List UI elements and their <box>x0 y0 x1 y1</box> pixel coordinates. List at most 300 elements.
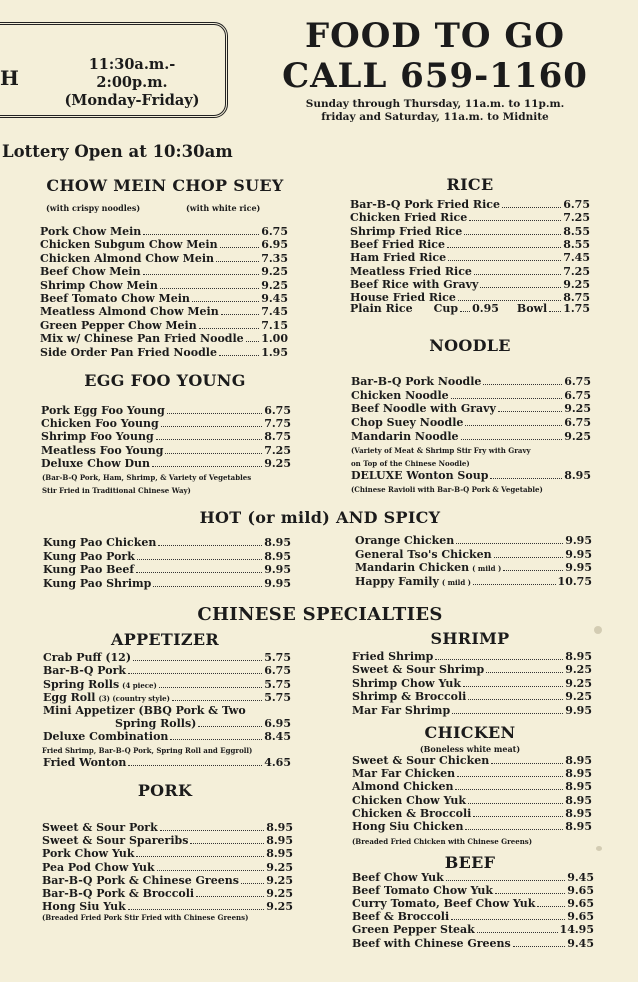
menu-item-price: 8.95 <box>565 820 592 833</box>
dot-leader <box>199 328 259 329</box>
dot-leader <box>219 355 259 356</box>
dot-leader <box>452 713 563 714</box>
menu-item-name: Orange Chicken <box>355 534 455 547</box>
menu-item-price: 8.95 <box>565 650 592 663</box>
dot-leader <box>446 880 565 881</box>
dot-leader <box>491 763 563 764</box>
menu-item-price: 9.25 <box>264 456 291 470</box>
deluxe-wonton-row <box>351 469 591 482</box>
dot-leader <box>486 672 563 673</box>
menu-item-name: Shrimp Fried Rice <box>350 224 463 238</box>
dot-leader <box>537 906 565 907</box>
menu-item-row <box>352 937 594 950</box>
menu-item-price: 1.00 <box>261 332 288 346</box>
menu-item-row <box>350 251 590 264</box>
menu-item-name: Bar-B-Q Pork Fried Rice <box>350 198 500 211</box>
dot-leader <box>153 586 262 587</box>
menu-item-price: 6.75 <box>264 404 291 417</box>
lunch-hours-line: 11:30a.m.- <box>88 56 176 73</box>
dot-leader <box>160 830 264 831</box>
mini-appetizer-line-2: Spring Rolls) <box>115 717 197 730</box>
shrimp-heading: SHRIMP <box>430 629 510 648</box>
menu-item-row <box>42 887 293 900</box>
menu-item-row <box>43 691 291 705</box>
menu-item-price: 9.25 <box>564 429 591 443</box>
mini-appetizer-row-1 <box>43 704 291 717</box>
appetizer-heading: APPETIZER <box>111 630 219 649</box>
page-title: FOOD TO GO <box>304 16 566 56</box>
cup-price: 0.95 <box>472 302 499 315</box>
deluxe-combination-note: Fried Shrimp, Bar-B-Q Pork, Spring Roll and Eggroll) <box>42 746 253 755</box>
menu-item-row <box>350 198 590 211</box>
menu-item-name: Kung Pao Beef <box>43 563 135 576</box>
menu-item-name: Chicken Almond Chow Mein <box>40 251 215 265</box>
menu-item-name: Bar-B-Q Pork & Chinese Greens <box>42 873 239 887</box>
menu-item-row <box>41 457 291 470</box>
dot-leader <box>474 274 561 275</box>
dot-leader <box>494 557 564 558</box>
dot-leader <box>502 207 561 208</box>
menu-item-name: Meatless Fried Rice <box>350 264 472 278</box>
menu-item-row <box>42 861 293 874</box>
dot-leader <box>473 584 556 585</box>
menu-item-row <box>40 332 288 345</box>
menu-item-name: Happy Family <box>355 574 439 588</box>
menu-item-price: 8.95 <box>565 767 592 781</box>
menu-item-row <box>350 278 590 291</box>
menu-item-name: Hong Siu Yuk <box>42 900 126 914</box>
menu-item-name: Sweet & Sour Spareribs <box>42 834 189 848</box>
dot-leader <box>159 687 262 688</box>
dot-leader <box>447 247 561 248</box>
menu-item-row <box>42 900 293 913</box>
menu-item-row <box>352 767 592 780</box>
menu-item-name: Chicken Subgum Chow Mein <box>40 238 218 252</box>
menu-item-name: Pea Pod Chow Yuk <box>42 860 155 874</box>
mini-appetizer-row-2 <box>43 717 291 730</box>
menu-item-name: Chicken & Broccoli <box>352 806 472 820</box>
beef-heading: BEEF <box>444 853 496 872</box>
menu-item-price: 6.95 <box>261 238 288 252</box>
menu-item-row <box>352 923 594 936</box>
dot-leader <box>483 384 562 385</box>
menu-item-row <box>43 550 291 563</box>
menu-item-name: Beef & Broccoli <box>352 910 450 924</box>
menu-item-price: 6.75 <box>564 388 591 402</box>
menu-item-name: Pork Egg Foo Young <box>41 404 165 417</box>
dot-leader <box>463 686 563 687</box>
menu-item-row <box>41 430 291 443</box>
hong-siu-chicken-note: (Breaded Fried Chicken with Chinese Greens) <box>352 837 533 846</box>
menu-item-name: Sweet & Sour Chicken <box>352 754 490 767</box>
egg-foo-young-heading: EGG FOO YOUNG <box>84 371 246 390</box>
menu-item-tag: (4 piece) <box>122 680 157 690</box>
menu-item-name: Beef Chow Mein <box>40 265 141 279</box>
rice-heading: RICE <box>446 175 494 194</box>
dot-leader <box>246 341 260 342</box>
dot-leader <box>468 699 563 700</box>
menu-item-price: 9.45 <box>261 292 288 305</box>
menu-item-name: Sweet & Sour Pork <box>42 821 158 834</box>
menu-item-name: Beef Noodle with Gravy <box>351 402 496 416</box>
menu-item-name: Fried Shrimp <box>352 650 434 663</box>
menu-item-name: Kung Pao Pork <box>43 549 135 563</box>
menu-item-price: 8.95 <box>266 834 293 848</box>
dot-leader <box>435 659 563 660</box>
menu-item-row <box>40 292 288 305</box>
menu-item-row <box>352 704 592 717</box>
menu-item-row <box>40 346 288 359</box>
menu-item-row <box>350 225 590 238</box>
menu-item-price: 9.65 <box>567 884 594 898</box>
deluxe-chow-dun-note-1: (Bar-B-Q Pork, Ham, Shrimp, & Variety of Vegetables <box>42 473 252 482</box>
dot-leader <box>128 673 262 674</box>
menu-item-row <box>352 754 592 767</box>
hours-box-letter: H <box>0 66 19 90</box>
menu-item-name: Beef Rice with Gravy <box>350 277 479 291</box>
menu-item-price: 9.25 <box>266 873 293 887</box>
dot-leader <box>468 803 563 804</box>
menu-item-name: Bar-B-Q Pork <box>43 664 126 678</box>
menu-item-row <box>43 678 291 692</box>
dot-leader <box>143 234 259 235</box>
fried-wonton-row <box>43 756 291 769</box>
mandarin-noodle-note-1: (Variety of Meat & Shrimp Stir Fry with Gravy <box>351 446 531 455</box>
menu-item-row <box>352 884 594 897</box>
menu-item-row <box>41 417 291 430</box>
menu-item-price: 5.75 <box>264 690 291 704</box>
menu-item-name: Bar-B-Q Pork & Broccoli <box>42 887 195 900</box>
menu-item-price: 7.35 <box>261 251 288 265</box>
dot-leader <box>160 288 259 289</box>
menu-item-tag: (3) (country style) <box>98 693 170 703</box>
dot-leader <box>137 559 262 560</box>
menu-item-name: Beef Fried Rice <box>350 237 445 251</box>
menu-item-row <box>40 319 288 332</box>
dot-leader <box>503 570 563 571</box>
menu-item-row <box>352 650 592 663</box>
menu-item-price: 9.95 <box>264 563 291 576</box>
menu-item-row <box>43 651 291 664</box>
menu-item-row <box>352 820 592 833</box>
phone-number: CALL 659-1160 <box>282 56 588 96</box>
menu-item-price: 8.95 <box>565 754 592 767</box>
wonton-soup-note: (Chinese Ravioli with Bar-B-Q Pork & Vegetable) <box>351 485 543 494</box>
deluxe-wonton-price: 8.95 <box>564 469 591 482</box>
menu-item-row <box>352 794 592 807</box>
menu-item-name: Sweet & Sour Shrimp <box>352 663 485 677</box>
menu-item-row <box>351 416 591 429</box>
mini-appetizer-line-1: Mini Appetizer (BBQ Pork & Two <box>43 704 246 717</box>
dot-leader <box>156 439 262 440</box>
menu-item-name: Spring Rolls <box>43 677 120 691</box>
menu-item-name: Meatless Almond Chow Mein <box>40 305 219 319</box>
dot-leader <box>241 883 264 884</box>
fried-wonton-name: Fried Wonton <box>43 756 127 769</box>
menu-item-price: 9.25 <box>261 278 288 292</box>
menu-item-row <box>352 663 592 676</box>
menu-item-row <box>43 664 291 677</box>
noodle-heading: NOODLE <box>429 336 511 355</box>
menu-item-price: 9.25 <box>266 860 293 874</box>
menu-item-row <box>43 577 291 590</box>
menu-item-row <box>40 225 288 238</box>
plain-rice-label: Plain Rice <box>350 302 413 315</box>
menu-item-price: 9.65 <box>567 910 594 924</box>
dot-leader <box>513 946 565 947</box>
menu-item-price: 1.95 <box>261 345 288 359</box>
menu-item-row <box>43 563 291 576</box>
menu-item-price: 8.55 <box>563 224 590 238</box>
menu-item-row <box>351 389 591 402</box>
chicken-heading: CHICKEN <box>424 723 516 742</box>
dot-leader <box>477 932 558 933</box>
menu-item-row <box>42 834 293 847</box>
menu-item-price: 5.75 <box>264 651 291 664</box>
menu-item-name: Beef Tomato Chow Yuk <box>352 884 494 898</box>
dot-leader <box>167 413 262 414</box>
menu-item-row <box>355 548 592 561</box>
menu-item-price: 6.75 <box>264 664 291 678</box>
menu-item-price: 10.75 <box>557 574 592 588</box>
dot-leader <box>196 896 264 897</box>
menu-item-price: 9.45 <box>567 871 594 884</box>
plain-rice-row <box>350 302 590 315</box>
menu-item-row <box>42 821 293 834</box>
dot-leader <box>136 572 262 573</box>
menu-item-price: 7.25 <box>563 211 590 225</box>
menu-item-row <box>352 910 594 923</box>
dot-leader <box>136 856 264 857</box>
menu-item-price: 8.95 <box>266 821 293 834</box>
store-hours-line: friday and Saturday, 11a.m. to Midnite <box>321 111 549 123</box>
menu-item-row <box>40 238 288 251</box>
dot-leader <box>143 274 260 275</box>
menu-item-name: Crab Puff (12) <box>43 651 132 664</box>
menu-item-price: 7.25 <box>563 264 590 278</box>
menu-item-price: 8.75 <box>563 291 590 305</box>
hong-siu-yuk-note: (Breaded Fried Pork Stir Fried with Chinese Greens) <box>42 913 249 922</box>
menu-item-price: 7.45 <box>261 305 288 319</box>
dot-leader <box>220 247 260 248</box>
menu-item-name: Egg Roll <box>43 690 96 704</box>
menu-item-row <box>352 690 592 703</box>
menu-item-name: Chicken Chow Yuk <box>352 793 466 807</box>
menu-item-price: 9.25 <box>266 900 293 914</box>
dot-leader <box>469 220 561 221</box>
menu-item-row <box>355 575 592 589</box>
menu-item-row <box>40 279 288 292</box>
dot-leader <box>157 870 265 871</box>
deluxe-wonton-name: DELUXE Wonton Soup <box>351 469 489 482</box>
menu-item-row <box>43 536 291 549</box>
dot-leader <box>455 789 563 790</box>
deluxe-combination-name: Deluxe Combination <box>43 730 169 743</box>
menu-item-price: 6.75 <box>564 375 591 388</box>
menu-item-row <box>355 534 592 547</box>
menu-item-price: 8.75 <box>264 430 291 444</box>
dot-leader <box>165 453 262 454</box>
paper-stain <box>596 846 602 851</box>
menu-item-price: 8.55 <box>563 237 590 251</box>
dot-leader <box>473 816 563 817</box>
mandarin-noodle-note-2: on Top of the Chinese Noodle) <box>351 459 470 468</box>
menu-item-row <box>41 444 291 457</box>
menu-item-name: Green Pepper Chow Mein <box>40 318 197 332</box>
menu-item-name: House Fried Rice <box>350 291 456 305</box>
chow-mein-sub-left: (with crispy noodles) <box>46 203 141 213</box>
menu-item-price: 9.25 <box>266 887 293 900</box>
dot-leader <box>451 398 563 399</box>
menu-item-price: 9.95 <box>565 547 592 561</box>
menu-item-price: 8.95 <box>565 793 592 807</box>
menu-item-name: Kung Pao Chicken <box>43 536 157 549</box>
mini-appetizer-price: 6.95 <box>264 717 291 730</box>
deluxe-combination-price: 8.45 <box>264 730 291 743</box>
chow-mein-sub-right: (with white rice) <box>186 203 261 213</box>
menu-item-price: 7.25 <box>264 443 291 457</box>
menu-item-price: 9.65 <box>567 897 594 911</box>
menu-item-price: 7.15 <box>261 318 288 332</box>
lunch-hours-line: 2:00p.m. <box>96 74 168 91</box>
menu-item-name: Chop Suey Noodle <box>351 416 464 430</box>
menu-item-name: Beef Tomato Chow Mein <box>40 292 190 305</box>
menu-item-row <box>40 265 288 278</box>
menu-item-name: Almond Chicken <box>352 780 454 794</box>
lottery-notice: Lottery Open at 10:30am <box>2 142 233 161</box>
menu-item-name: Chicken Fried Rice <box>350 211 468 225</box>
menu-item-name: Chicken Noodle <box>351 388 449 402</box>
menu-item-row <box>352 677 592 690</box>
menu-item-price: 9.95 <box>264 576 291 590</box>
menu-item-name: Beef with Chinese Greens <box>352 936 511 950</box>
menu-item-name: Green Pepper Steak <box>352 923 475 937</box>
menu-item-name: Chicken Foo Young <box>41 417 159 431</box>
menu-item-name: Shrimp Foo Young <box>41 430 154 444</box>
menu-item-price: 9.25 <box>565 676 592 690</box>
menu-item-name: Meatless Foo Young <box>41 443 164 457</box>
dot-leader <box>190 843 264 844</box>
menu-item-price: 9.25 <box>565 690 592 704</box>
menu-item-name: Side Order Pan Fried Noodle <box>40 345 217 359</box>
menu-item-row <box>42 874 293 887</box>
menu-item-row <box>351 375 591 388</box>
dot-leader <box>152 466 262 467</box>
menu-item-price: 6.75 <box>564 416 591 430</box>
menu-item-name: General Tso's Chicken <box>355 547 492 561</box>
menu-item-row <box>350 265 590 278</box>
menu-item-tag: ( mild ) <box>441 577 471 587</box>
menu-item-row <box>350 211 590 224</box>
dot-leader <box>465 425 562 426</box>
store-hours <box>262 98 608 124</box>
menu-item-price: 9.95 <box>565 561 592 574</box>
menu-item-price: 14.95 <box>559 923 594 937</box>
menu-item-price: 9.95 <box>565 703 592 717</box>
dot-leader <box>464 234 561 235</box>
store-hours-line: Sunday through Thursday, 11a.m. to 11p.m. <box>305 98 565 110</box>
menu-item-name: Mandarin Chicken <box>355 561 470 574</box>
deluxe-chow-dun-note-2: Stir Fried in Traditional Chinese Way) <box>42 486 191 495</box>
menu-item-row <box>350 238 590 251</box>
menu-item-price: 9.25 <box>261 265 288 279</box>
menu-item-name: Mix w/ Chinese Pan Fried Noodle <box>40 332 244 346</box>
menu-item-price: 6.75 <box>261 225 288 238</box>
dot-leader <box>128 909 264 910</box>
menu-item-price: 8.95 <box>565 780 592 794</box>
dot-leader <box>451 919 565 920</box>
lunch-hours-line: (Monday-Friday) <box>64 92 200 109</box>
dot-leader <box>221 314 259 315</box>
dot-leader <box>495 893 565 894</box>
menu-item-name: Hong Siu Chicken <box>352 820 464 833</box>
menu-item-row <box>41 404 291 417</box>
menu-item-price: 7.45 <box>563 251 590 265</box>
dot-leader <box>158 545 262 546</box>
menu-item-price: 9.95 <box>565 534 592 547</box>
menu-item-price: 7.75 <box>264 417 291 431</box>
menu-item-price: 9.25 <box>565 663 592 677</box>
dot-leader <box>161 426 262 427</box>
pork-heading: PORK <box>137 781 193 800</box>
menu-item-row <box>352 780 592 793</box>
dot-leader <box>458 300 561 301</box>
dot-leader <box>172 700 262 701</box>
bowl-price: 1.75 <box>563 302 590 315</box>
menu-item-price: 8.95 <box>565 806 592 820</box>
dot-leader <box>465 829 563 830</box>
menu-item-name: Pork Chow Yuk <box>42 847 135 861</box>
menu-item-name: Ham Fried Rice <box>350 251 447 265</box>
menu-item-name: Shrimp Chow Mein <box>40 278 158 292</box>
menu-item-name: Beef Chow Yuk <box>352 871 444 884</box>
menu-item-row <box>352 897 594 910</box>
dot-leader <box>480 287 561 288</box>
paper-stain <box>594 626 602 634</box>
menu-item-name: Pork Chow Mein <box>40 225 142 238</box>
fried-wonton-price: 4.65 <box>264 756 291 769</box>
menu-item-price: 8.95 <box>264 549 291 563</box>
menu-item-name: Shrimp & Broccoli <box>352 690 467 704</box>
menu-item-name: Mar Far Chicken <box>352 767 456 781</box>
dot-leader <box>498 411 562 412</box>
hot-and-spicy-heading: HOT (or mild) AND SPICY <box>199 508 441 527</box>
menu-item-price: 8.95 <box>266 847 293 861</box>
cup-label: Cup <box>433 302 459 315</box>
menu-item-row <box>351 430 591 443</box>
menu-item-name: Deluxe Chow Dun <box>41 456 151 470</box>
chinese-specialties-heading: CHINESE SPECIALTIES <box>197 604 443 625</box>
menu-item-name: Curry Tomato, Beef Chow Yuk <box>352 897 536 911</box>
menu-item-row <box>40 305 288 318</box>
menu-item-name: Shrimp Chow Yuk <box>352 676 461 690</box>
menu-item-tag: ( mild ) <box>472 564 502 573</box>
menu-item-price: 9.25 <box>564 402 591 416</box>
menu-item-row <box>40 252 288 265</box>
dot-leader <box>456 543 563 544</box>
dot-leader <box>457 776 563 777</box>
menu-item-name: Bar-B-Q Pork Noodle <box>351 375 482 388</box>
dot-leader <box>133 660 262 661</box>
menu-item-name: Mandarin Noodle <box>351 429 459 443</box>
menu-item-price: 9.25 <box>563 277 590 291</box>
menu-item-name: Mar Far Shrimp <box>352 703 451 717</box>
dot-leader <box>448 260 561 261</box>
menu-item-name: Kung Pao Shrimp <box>43 576 152 590</box>
menu-item-price: 5.75 <box>264 677 291 691</box>
menu-item-row <box>351 402 591 415</box>
dot-leader <box>461 439 563 440</box>
